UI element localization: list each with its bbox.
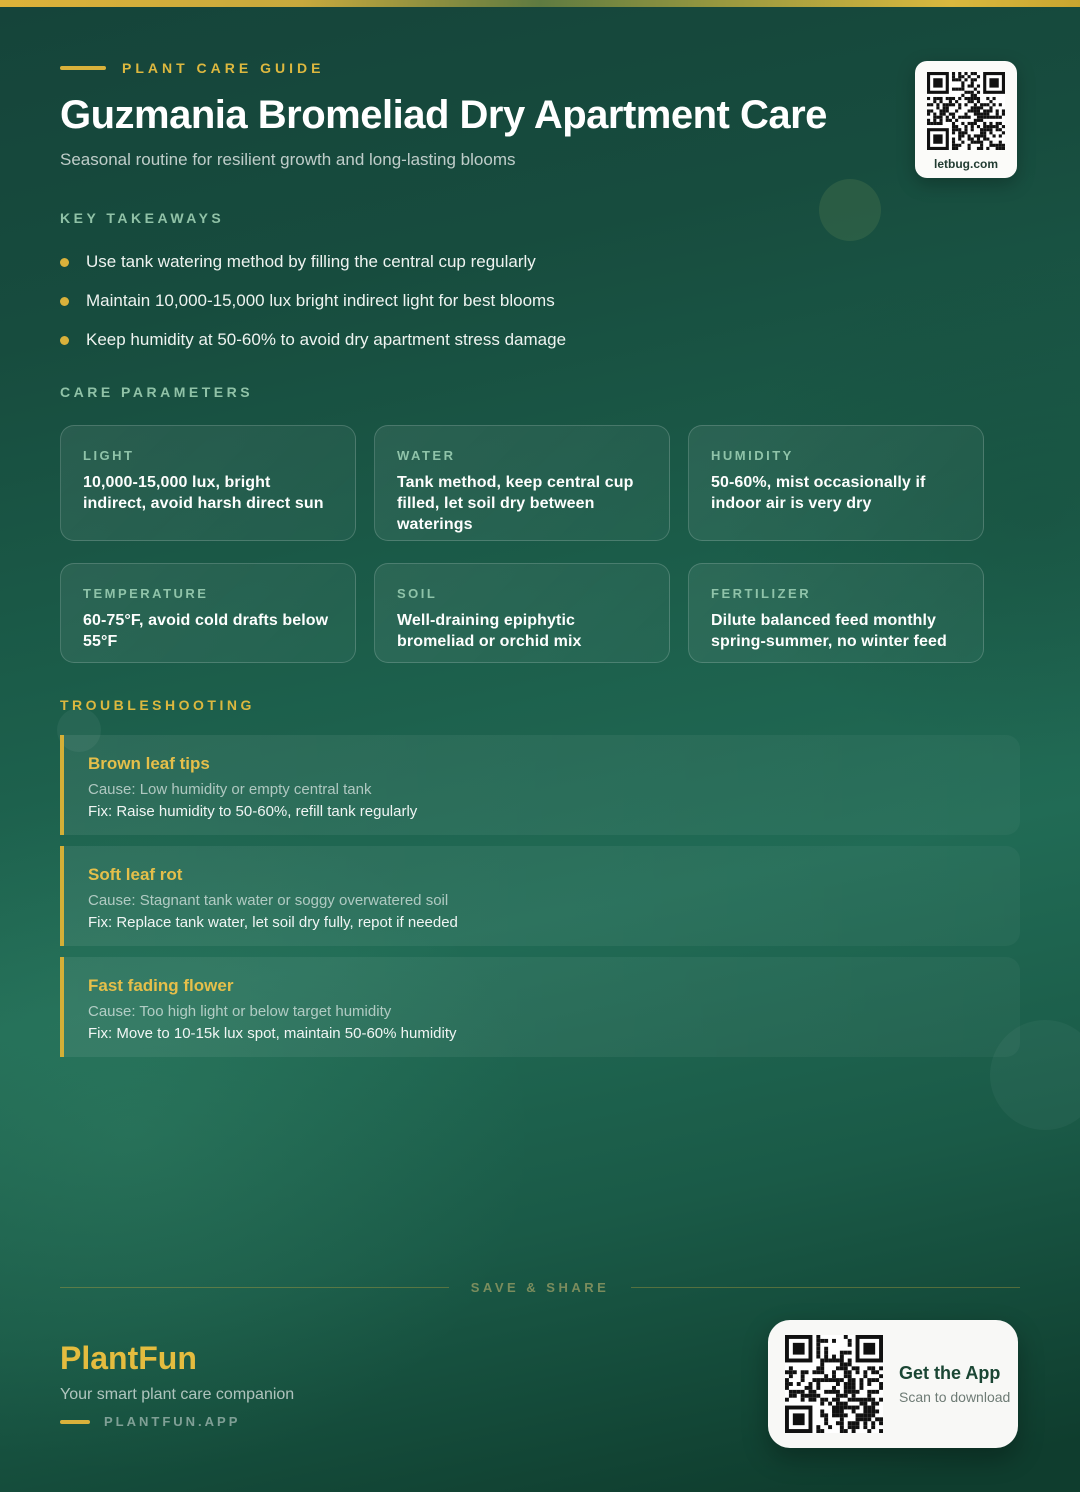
param-card-text: Well-draining epiphytic bromeliad or orchid mix: [397, 612, 582, 650]
issue-title: Soft leaf rot: [88, 865, 183, 884]
troubleshooting-item: [60, 846, 1020, 946]
troubleshooting-item: [60, 957, 1020, 1057]
qr-code-icon: [785, 1335, 883, 1433]
param-card-text: Tank method, keep central cup filled, let soil dry between waterings: [397, 474, 634, 533]
param-card-soil: [374, 563, 670, 663]
footer-dash-icon: [60, 1420, 90, 1424]
app-download-meta: [899, 1363, 1010, 1405]
troubleshooting-list: [60, 735, 1020, 1068]
save-share-divider: [60, 1280, 1020, 1295]
eyebrow-label: PLANT CARE GUIDE: [122, 60, 325, 76]
param-card-text: 50-60%, mist occasionally if indoor air is very dry: [711, 474, 926, 512]
troubleshooting-heading: TROUBLESHOOTING: [60, 697, 255, 713]
page-title: Guzmania Bromeliad Dry Apartment Care: [60, 93, 827, 137]
bullet-dot-icon: [60, 297, 69, 306]
bullet-dot-icon: [60, 258, 69, 267]
qr-code-icon: [927, 72, 1005, 150]
page-subtitle: Seasonal routine for resilient growth and long-lasting blooms: [60, 150, 516, 169]
eyebrow-dash-icon: [60, 66, 106, 70]
troubleshooting-item: [60, 735, 1020, 835]
param-card-text: Dilute balanced feed monthly spring-summer, no winter feed: [711, 612, 947, 650]
divider-line: [631, 1287, 1020, 1288]
param-card-label: FERTILIZER: [711, 586, 812, 601]
qr-card-top-label: letbug.com: [933, 157, 998, 171]
param-card-light: [60, 425, 356, 541]
issue-cause: Cause: Low humidity or empty central tank: [88, 781, 372, 798]
takeaways-heading: KEY TAKEAWAYS: [60, 210, 225, 226]
param-card-label: HUMIDITY: [711, 448, 794, 463]
takeaway-text: Keep humidity at 50-60% to avoid dry apartment stress damage: [86, 330, 567, 349]
divider-label: SAVE & SHARE: [470, 1280, 610, 1295]
param-card-label: WATER: [397, 448, 456, 463]
param-card-humidity: [688, 425, 984, 541]
brand-site: [60, 1414, 240, 1429]
divider-line: [60, 1287, 449, 1288]
eyebrow: [60, 60, 324, 76]
takeaway-item: [60, 329, 566, 351]
param-card-text: 60-75°F, avoid cold drafts below 55°F: [83, 612, 329, 650]
app-title: Get the App: [899, 1363, 1001, 1383]
top-accent-bar: [0, 0, 1080, 7]
parameters-heading: CARE PARAMETERS: [60, 384, 254, 400]
bullet-dot-icon: [60, 336, 69, 345]
param-card-fertilizer: [688, 563, 984, 663]
param-card-temperature: [60, 563, 356, 663]
takeaway-text: Use tank watering method by filling the central cup regularly: [86, 252, 536, 271]
issue-title: Fast fading flower: [88, 976, 234, 995]
decor-circle: [819, 179, 881, 241]
qr-card-top: [915, 61, 1017, 178]
param-card-label: LIGHT: [83, 448, 135, 463]
issue-title: Brown leaf tips: [88, 754, 210, 773]
brand-tagline: Your smart plant care companion: [60, 1386, 295, 1403]
takeaways-list: [60, 251, 566, 368]
param-card-text: 10,000-15,000 lux, bright indirect, avoid harsh direct sun: [83, 474, 324, 512]
site-label: PLANTFUN.APP: [104, 1414, 241, 1429]
parameters-grid: [60, 425, 984, 663]
takeaway-item: [60, 251, 566, 273]
param-card-label: TEMPERATURE: [83, 586, 209, 601]
issue-fix: Fix: Move to 10-15k lux spot, maintain 50-60% humidity: [88, 1025, 457, 1042]
issue-fix: Fix: Raise humidity to 50-60%, refill tank regularly: [88, 803, 418, 820]
app-subtitle: Scan to download: [899, 1389, 1011, 1405]
brand-name: PlantFun: [60, 1340, 197, 1376]
issue-cause: Cause: Stagnant tank water or soggy overwatered soil: [88, 892, 449, 909]
param-card-label: SOIL: [397, 586, 438, 601]
takeaway-text: Maintain 10,000-15,000 lux bright indirect light for best blooms: [86, 291, 555, 310]
takeaway-item: [60, 290, 566, 312]
issue-fix: Fix: Replace tank water, let soil dry fully, repot if needed: [88, 914, 458, 931]
param-card-water: [374, 425, 670, 541]
qr-card-bottom: [768, 1320, 1018, 1448]
issue-cause: Cause: Too high light or below target humidity: [88, 1003, 392, 1020]
